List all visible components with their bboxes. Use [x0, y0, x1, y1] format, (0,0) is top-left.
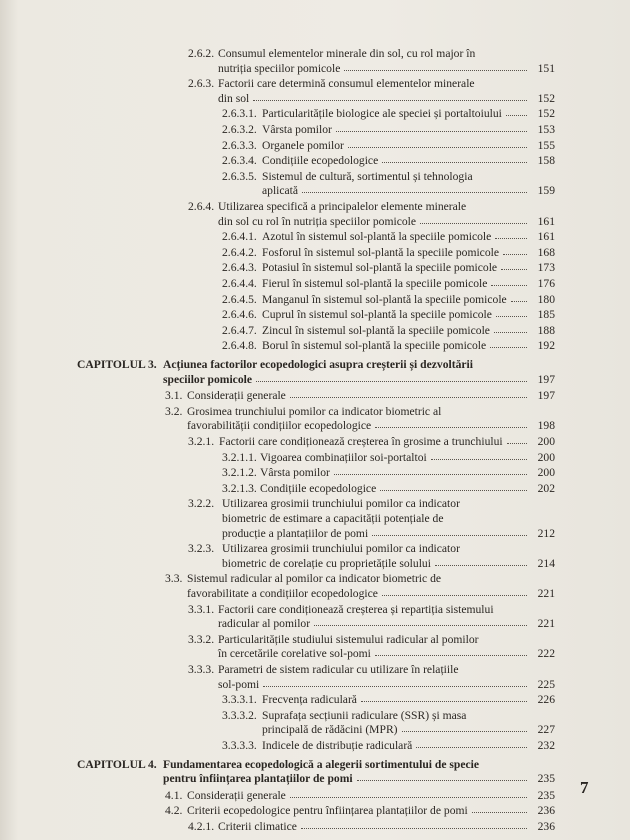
dot-leader: [314, 625, 527, 626]
dot-leader: [372, 535, 527, 536]
toc-entry-title-line: Potasiul în sistemul sol-plantă la speciile pomicole: [262, 261, 498, 275]
toc-entry[interactable]: [0, 789, 555, 804]
toc-entry-title-line: Factorii care determină consumul elementelor minerale: [218, 77, 475, 91]
toc-entry-number: 2.6.4.: [188, 200, 215, 213]
toc-entry-title-line: Fierul în sistemul sol-plantă la speciile pomicole: [262, 277, 488, 290]
toc-entry-page: 158: [537, 154, 555, 168]
toc-entry-title-line: biometric de estimare a capacității potențiale de: [222, 511, 444, 525]
toc-entry[interactable]: [0, 693, 555, 708]
dot-leader: [375, 427, 527, 428]
toc-entry[interactable]: [0, 451, 555, 466]
toc-entry-page: 168: [537, 245, 555, 259]
dot-leader: [301, 828, 527, 829]
toc-entry-number: 2.6.3.: [188, 77, 215, 91]
toc-entry-page: 197: [537, 372, 555, 386]
toc-entry-number: 2.6.4.4.: [222, 277, 257, 290]
toc-entry-page: 221: [537, 617, 555, 631]
toc-entry-page: 200: [537, 435, 555, 448]
toc-entry-title-line: producție a plantațiilor de pomi: [222, 526, 369, 540]
dot-leader: [431, 459, 527, 460]
toc-entry[interactable]: [0, 820, 555, 835]
dot-leader: [507, 443, 527, 444]
toc-entry-number: 3.3.3.1.: [222, 693, 257, 707]
toc-entry-number: 3.2.1.1.: [222, 450, 257, 464]
dot-leader: [494, 332, 527, 333]
toc-entry-page: 200: [537, 450, 555, 464]
toc-entry-title-line: favorabilității condițiilor ecopedologice: [187, 419, 372, 433]
dot-leader: [496, 316, 527, 317]
toc-entry-page: 202: [537, 481, 555, 495]
toc-entry-title-line: Fundamentarea ecopedologică a alegerii sortimentului de specie: [163, 757, 479, 771]
toc-entry[interactable]: [0, 405, 555, 434]
toc-entry-number: 3.3.2.: [188, 632, 215, 646]
toc-entry-number: 3.2.3.: [188, 542, 215, 556]
toc-entry-page: 161: [537, 230, 555, 244]
toc-entry-page: 180: [537, 292, 555, 306]
dot-leader: [253, 100, 527, 101]
toc-entry[interactable]: [0, 497, 555, 541]
toc-entry-number: 3.3.3.2.: [222, 708, 257, 722]
toc-entry[interactable]: [0, 739, 555, 754]
toc-entry[interactable]: [0, 482, 555, 497]
toc-entry-number: 3.2.1.2.: [222, 466, 257, 480]
toc-entry[interactable]: [0, 107, 555, 122]
toc-entry-title-line: din sol cu rol în nutriția speciilor pomicole: [218, 214, 417, 228]
toc-entry[interactable]: [0, 293, 555, 308]
toc-entry-title-line: Vârsta pomilor: [262, 123, 332, 136]
toc-entry[interactable]: [0, 139, 555, 154]
dot-leader: [402, 731, 527, 732]
dot-leader: [511, 301, 527, 302]
toc-entry-page: 225: [537, 677, 555, 691]
toc-entry-page: 176: [537, 277, 555, 290]
dot-leader: [361, 701, 527, 702]
toc-entry-number: 4.1.: [165, 788, 183, 802]
toc-entry-title-line: Considerații generale: [187, 788, 286, 802]
dot-leader: [495, 238, 527, 239]
toc-entry-title-line: Sistemul de cultură, sortimentul și tehnologia: [262, 169, 473, 183]
toc-entry[interactable]: [0, 230, 555, 245]
toc-entry-page: 151: [537, 61, 555, 75]
toc-entry[interactable]: [0, 324, 555, 339]
toc-entry-number: 2.6.4.1.: [222, 230, 257, 244]
toc-entry-title-line: sol-pomi: [218, 677, 260, 691]
toc-entry-title-line: Criterii climatice: [218, 820, 297, 833]
toc-entry-number: 2.6.3.2.: [222, 123, 257, 136]
toc-entry-number: 3.3.3.3.: [222, 739, 257, 752]
toc-entry-title-line: Suprafața secțiunii radiculare (SSR) și masa: [262, 708, 467, 722]
toc-entry-title-line: pentru înființarea plantațiilor de pomi: [163, 772, 353, 786]
toc-entry-number: CAPITOLUL 3.: [77, 358, 157, 371]
toc-entry-page: 232: [537, 739, 555, 752]
toc-entry-title-line: Cuprul în sistemul sol-plantă la speciile pomicole: [262, 308, 492, 322]
toc-entry-title-line: Condițiile ecopedologice: [262, 154, 379, 168]
toc-entry-number: 4.2.1.: [188, 820, 215, 833]
toc-entry-title-line: Grosimea trunchiului pomilor ca indicator biometric al: [187, 404, 442, 418]
toc-entry[interactable]: [0, 154, 555, 169]
toc-entry[interactable]: [0, 200, 555, 229]
toc-entry-title-line: Vigoarea combinațiilor soi-portaltoi: [260, 450, 427, 464]
toc-entry-title-line: Utilizarea grosimii trunchiului pomilor ca indicator: [222, 542, 460, 556]
toc-entry-title-line: Sistemul radicular al pomilor ca indicator biometric de: [187, 572, 442, 586]
dot-leader: [420, 223, 527, 224]
toc-entry-page: 161: [537, 214, 555, 228]
toc-entry[interactable]: [0, 663, 555, 692]
dot-leader: [336, 131, 527, 132]
toc-entry-title-line: din sol: [218, 91, 250, 105]
toc-entry[interactable]: [0, 709, 555, 738]
dot-leader: [344, 70, 527, 71]
toc-entry-page: 185: [537, 308, 555, 322]
toc-entry-page: 173: [537, 261, 555, 275]
toc-entry-title-line: principală de rădăcini (MPR): [262, 723, 398, 737]
toc-entry-page: 152: [537, 107, 555, 121]
toc-entry-page: 198: [537, 419, 555, 433]
toc-entry-number: 3.2.1.: [188, 435, 215, 448]
toc-entry-title-line: favorabilitate a condițiilor ecopedologice: [187, 586, 378, 600]
dot-leader: [501, 269, 527, 270]
toc-entry[interactable]: [0, 47, 555, 76]
toc-entry[interactable]: [0, 389, 555, 404]
dot-leader: [491, 285, 527, 286]
toc-entry[interactable]: [0, 123, 555, 138]
toc-entry-page: 212: [537, 526, 555, 540]
toc-entry-number: 2.6.3.1.: [222, 107, 257, 121]
toc-entry[interactable]: [0, 633, 555, 662]
dot-leader: [263, 686, 527, 687]
toc-entry-number: 4.2.: [165, 804, 183, 818]
toc-entry-number: 3.3.1.: [188, 602, 215, 616]
dot-leader: [435, 565, 527, 566]
dot-leader: [380, 490, 527, 491]
toc-entry-page: 214: [537, 556, 555, 570]
toc-entry-title-line: în cercetările corelative sol-pomi: [218, 647, 371, 661]
toc-entry-title-line: Acțiunea factorilor ecopedologici asupra creșterii și dezvoltării: [163, 358, 473, 371]
toc-entry[interactable]: [0, 77, 555, 106]
toc-entry-page: 221: [537, 586, 555, 600]
toc-entry-title-line: Consumul elementelor minerale din sol, cu rol major în: [218, 47, 476, 60]
toc-entry-title-line: Azotul în sistemul sol-plantă la speciile pomicole: [262, 230, 492, 244]
toc-entry-number: 2.6.4.8.: [222, 339, 257, 353]
toc-entry-title-line: Particularitățile biologice ale speciei și portaltoiului: [262, 107, 502, 121]
toc-entry-title-line: Utilizarea specifică a principalelor elemente minerale: [218, 200, 467, 213]
toc-entry-number: 2.6.3.4.: [222, 154, 257, 168]
toc-entry[interactable]: [0, 277, 555, 292]
toc-entry-title-line: Organele pomilor: [262, 138, 344, 152]
dot-leader: [375, 655, 527, 656]
toc-entry[interactable]: [0, 572, 555, 601]
toc-entry-page: 222: [537, 647, 555, 661]
toc-entry-page: 236: [537, 820, 555, 833]
toc-entry-title-line: Fosforul în sistemul sol-plantă la speciile pomicole: [262, 245, 499, 259]
toc-entry-title-line: Parametri de sistem radicular cu utilizare în relațiile: [218, 663, 459, 676]
toc-entry-page: 226: [537, 693, 555, 707]
toc-entry[interactable]: [0, 246, 555, 261]
toc-entry-title-line: Manganul în sistemul sol-plantă la speciile pomicole: [262, 292, 507, 306]
toc-entry-title-line: Indicele de distribuție radiculară: [262, 739, 413, 752]
dot-leader: [290, 797, 527, 798]
toc-entry-number: 2.6.3.3.: [222, 138, 257, 152]
toc-entry-number: 2.6.4.6.: [222, 308, 257, 322]
toc-entry-title-line: nutriția speciilor pomicole: [218, 61, 341, 75]
toc-entry-title-line: Factorii care condiționează creșterea și repartiția sistemului: [218, 602, 494, 616]
toc-entry-number: 3.2.: [165, 404, 183, 418]
dot-leader: [334, 474, 527, 475]
toc-entry-title-line: Vârsta pomilor: [260, 466, 330, 480]
toc-entry[interactable]: [0, 261, 555, 276]
toc-entry-number: 2.6.4.3.: [222, 261, 257, 275]
toc-entry-number: 3.3.3.: [188, 663, 215, 676]
toc-entry[interactable]: [0, 466, 555, 481]
toc-entry-number: 2.6.4.7.: [222, 323, 257, 337]
toc-entry[interactable]: [0, 435, 555, 450]
dot-leader: [382, 595, 527, 596]
toc-entry-page: 159: [537, 184, 555, 198]
toc-entry[interactable]: [0, 758, 555, 787]
toc-entry-number: 2.6.3.5.: [222, 169, 257, 183]
dot-leader: [357, 780, 527, 781]
dot-leader: [348, 147, 527, 148]
dot-leader: [290, 397, 527, 398]
dot-leader: [506, 115, 527, 116]
toc-entry-number: 3.2.2.: [188, 497, 215, 511]
toc-entry-title-line: Particularitățile studiului sistemului radicular al pomilor: [218, 632, 479, 646]
toc-entry-title-line: radicular al pomilor: [218, 617, 311, 631]
toc-entry[interactable]: [0, 542, 555, 571]
toc-entry-title-line: aplicată: [262, 184, 299, 198]
toc-entry-page: 155: [537, 138, 555, 152]
toc-entry-title-line: speciilor pomicole: [163, 372, 252, 386]
toc-entry-number: 3.3.: [165, 572, 183, 586]
toc-entry-title-line: biometric de corelație cu proprietățile solului: [222, 556, 431, 570]
dot-leader: [256, 381, 527, 382]
toc-entry[interactable]: [0, 308, 555, 323]
dot-leader: [490, 347, 527, 348]
toc-entry-number: 2.6.2.: [188, 47, 215, 60]
toc-entry-page: 188: [537, 323, 555, 337]
dot-leader: [472, 812, 527, 813]
toc-entry-number: 3.2.1.3.: [222, 481, 257, 495]
toc-entry-number: 2.6.4.2.: [222, 245, 257, 259]
toc-entry-page: 152: [537, 91, 555, 105]
toc-entry[interactable]: [0, 603, 555, 632]
toc-entry-page: 197: [537, 389, 555, 403]
toc-entry-title-line: Condițiile ecopedologice: [260, 481, 377, 495]
toc-entry-title-line: Criterii ecopedologice pentru înființarea plantațiilor de pomi: [187, 804, 468, 818]
page-number: 7: [580, 778, 589, 797]
toc-entry-title-line: Considerații generale: [187, 389, 286, 403]
dot-leader: [302, 192, 527, 193]
toc-entry-number: 3.1.: [165, 389, 183, 403]
toc-entry-page: 235: [537, 788, 555, 802]
dot-leader: [416, 747, 527, 748]
toc-entry-page: 200: [537, 466, 555, 480]
toc-entry-title-line: Borul în sistemul sol-plantă la speciile pomicole: [262, 339, 487, 353]
toc-entry-page: 235: [537, 772, 555, 786]
toc-entry-title-line: Factorii care condiționează creșterea în grosime a trunchiului: [219, 435, 503, 448]
toc-entry-page: 153: [537, 123, 555, 136]
toc-entry-page: 192: [537, 339, 555, 353]
toc-entry-title-line: Frecvența radiculară: [262, 693, 357, 707]
toc-entry-number: 2.6.4.5.: [222, 292, 257, 306]
toc-entry-page: 227: [537, 723, 555, 737]
toc-entry-page: 236: [537, 804, 555, 818]
dot-leader: [382, 162, 527, 163]
toc-entry[interactable]: [0, 339, 555, 354]
toc-entry-title-line: Utilizarea grosimii trunchiului pomilor ca indicator: [222, 497, 460, 511]
dot-leader: [503, 254, 527, 255]
toc-entry-number: CAPITOLUL 4.: [77, 757, 157, 771]
toc-entry[interactable]: [0, 804, 555, 819]
toc-entry[interactable]: [0, 358, 555, 387]
toc-entry-title-line: Zincul în sistemul sol-plantă la speciile pomicole: [262, 323, 490, 337]
toc-entry[interactable]: [0, 170, 555, 199]
